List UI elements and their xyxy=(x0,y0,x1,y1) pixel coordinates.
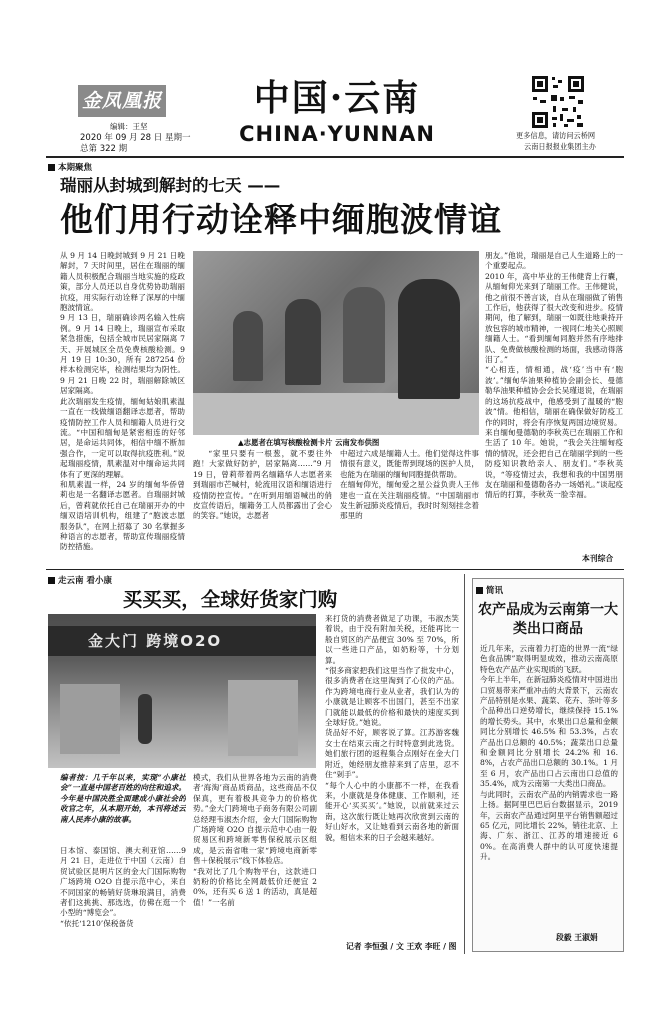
feature-photo-caption: ▲志愿者在填写核酸检测卡片 云南发布供图 xyxy=(238,438,380,447)
qr-caption-2: 云南日报报业集团主办 xyxy=(524,142,596,151)
brief-credit: 段毅 王淑娟 xyxy=(556,933,598,942)
brief-body: 近几年来，云南着力打造的世界一流“绿色食品牌”取得明显成效，推动云南高原特色农产品产业实现质的飞跃。 今年上半年，在新冠肺炎疫情对中国进出口贸易带来严重冲击的大背景下，云南农产品特别是水果、蔬菜、花卉、茶叶等多个品种出口逆势增长，继续保持 15.1% 的增长势头。其中，水果出口总量和金额同比分别增长 46.5% 和 53.3%，占农产品出口总额的 40.5%；蔬菜出口总量和金额同比分别增长 24.2% 和 16.8%，占农产品出口总额的 30.1%。1 月至 6 月，农产品出口占云南出口总值的 35.4%，成为云南第一大类出口商品。 与此同时，云南农产品的内销需求也一路上扬。据阿里巴巴后台数据显示，2019 年，云南农产品通过阿里平台销售额超过 65 亿元，同比增长 22%，销往北京、上海、广东、浙江、江苏的增速接近 60%。在高消费人群中的认可度快速提升。 xyxy=(480,644,618,862)
paper-name: 金凤凰报 xyxy=(81,90,162,112)
china-yunnan-logo: 中国·云南 xyxy=(253,77,421,119)
store-photo xyxy=(48,614,316,768)
masthead xyxy=(0,0,670,160)
editor-line: 编辑：王坚 xyxy=(110,122,148,131)
feature-column-3 xyxy=(340,449,479,563)
feature-col4-text: 朋友。”他说，瑞丽是自己人生道路上的一个重要起点。 2010 年，高中毕业的王伟健背上行囊，从缅甸仰光来到了瑞丽工作。王伟健说，他之前很不善言谈，自从在瑞丽做了销售工作后，他获得了很大改变和进步。疫情期间，他了解到，瑞丽一如既往地秉持开放包容的城市精神，一视同仁地关心照顾缅籍人士。“看到缅甸同胞并然有序地排队、免费做核酸检测的场面，我感动得落泪了。” “心相连，情相通，战‘疫’当中有‘胞波’。”缅甸华油果种植协会副会长、曼德勒华油果种植协会会长吴瑾退说，在瑞丽的这场抗疫战中，他感受到了温暖的“胞波”情。他相信，瑞丽在确保做好防疫工作的同时，将会有序恢复两国边境贸易。 来自缅甸曼德勒的李秋英已在瑞丽工作和生活了 10 年。她说，“我会关注缅甸疫情的情况，还会把自己在瑞丽学到的一些防疫知识教给亲人、朋友们。”李秋英说，“等疫情过去，我想和我的中国男朋友在瑞丽和曼德勒各办一场婚礼。”谈起疫情后的打算，李秋英一脸幸福。 xyxy=(485,251,623,500)
feature-divider xyxy=(46,569,624,570)
feature-column-2 xyxy=(193,449,332,563)
shopping-col3-text: 来打货的消费者做足了功课，韦淑杰笑着说，由于没有附加关税，还能再比一般自贸区的产品便宜 30% 至 70%，所以一些进口产品，如奶粉等，十分划算。 “很多商家把我们这里当作了批发中心，很多消费者在这里淘到了心仪的产品。作为跨境电商行业从业者，我们认为的小康就是让顾客不出国门，甚至不出家门就能以最低的价格和最快的速度买到全球好货。”她说。 货品好不好，顾客说了算。江苏游客魏女士在结束云南之行时特意到此选货。她们旅行团的返程集合点刚好在金大门附近，她经朋友推荐来到了店里，忍不住“剁手”。 “每个人心中的小康都不一样，在我看来，小康就是身体健康、工作顺利，还能开心‘买买买’。”她说，以前就来过云南，这次旅行既让她再次欣赏到云南的好山好水，又让她看到云南各地的新面貌，相信未来的日子会越来越好。 xyxy=(325,614,459,842)
shopping-editor-note: 编者按：几千年以来，实现“小康社会”一直是中国老百姓的向往和追求。今年是中国决胜全面建成小康社会的收官之年，从本期开始，本刊将述云南人民奔小康的故事。 xyxy=(60,773,186,824)
feature-kicker: 瑞丽从封城到解封的七天 —— xyxy=(60,176,281,195)
china-yunnan-logo-en: CHINA·YUNNAN xyxy=(239,122,435,146)
feature-photo xyxy=(193,251,479,435)
shopping-col2-text: 模式，我们从世界各地为云南的消费者‘海淘’商品质商品，这些商品不仅保真，更有着极具竞争力的价格优势。”金大门跨境电子商务有限公司副总经理韦淑杰介绍，金大门国际购物广场跨境 O2O 自提示范中心由一般贸易区和跨境新零售保税展示区组成，是云南省唯一家“跨境电商新零售＋保税展示”线下体验店。 “我对比了几个购物平台，这款进口奶粉的价格比全网最低价还便宜 20%，还有买 6 送 1 的活动，真是超值！”一名前 xyxy=(193,773,317,907)
shopping-headline: 买买买，全球好货家门购 xyxy=(122,588,338,611)
brief-body-wrap xyxy=(480,644,618,928)
shopping-column-2 xyxy=(193,773,317,951)
shopping-column-1 xyxy=(60,846,186,951)
store-sign: 金大门 跨境O2O xyxy=(88,632,223,650)
section-label-brief: 简讯 xyxy=(476,584,503,596)
brief-headline: 农产品成为云南第一大类出口商品 xyxy=(478,602,618,637)
feature-col3-text: 中超过六成是缅籍人士。他们觉得这件事情很有意义，既能帮到现场的医护人员，也能为在瑞丽的缅甸同胞提供帮助。 在缅甸仰光，缅甸爱之星公益负责人王伟建也一直在关注瑞丽疫情。“中国瑞丽市发生新冠肺炎疫情后，我时时刻刻挂念着那里的 xyxy=(340,449,479,521)
feature-column-1 xyxy=(60,251,185,563)
shopping-column-3 xyxy=(325,614,459,938)
feature-column-4 xyxy=(485,251,623,551)
section-label-focus: 本期聚焦 xyxy=(48,161,92,173)
masthead-divider xyxy=(46,156,624,158)
shopping-col1-text: 日本馆、泰国馆、澳大利亚馆……9 月 21 日，走进位于中国（云南）自贸试验区昆明片区的金大门国际购物广场跨境 O2O 自提示范中心，来自不同国家的畅销好货琳琅满目，消费者们这挑挑、那选选，仿佛在逛一个小型的“博览会”。 “依托‘1210’保税备货 xyxy=(60,846,186,928)
section-label-xiaokang: 走云南 看小康 xyxy=(48,574,112,586)
qr-code[interactable] xyxy=(529,73,587,131)
feature-col1-text: 从 9 月 14 日晚封城到 9 月 21 日晚解封，7 天时间里，居住在瑞丽的缅籍人员积极配合瑞丽当地实施的疫政策，部分人员还以自身优势协助瑞丽抗疫，用实际行动诠释了深厚的中缅胞波情谊。 9 月 13 日，瑞丽确诊两名输入性病例。9 月 14 日晚上，瑞丽宣布采取紧急措施，包括全城市民居家隔离 7 天、开展城区全员免费核酸检测。9 月 19 日 10:30，所有 287254 份样本检测完毕，检测结果均为阴性。9 月 21 日晚 22 时，瑞丽解除城区居家隔离。 此次瑞丽发生疫情，缅甸姑娘肌素温一直在一线做缅语翻译志愿者，帮助疫情防控工作人员和缅籍人员进行交流。“中国和缅甸是紧密相连的好邻居，是命运共同体，相信中缅不断加强合作，一定可以取得抗疫胜利。”说起瑞丽疫情，肌素温对中缅命运共同体有了更深的理解。 和肌素温一样，24 岁的缅甸华侨曾莉也是一名翻译志愿者。自瑞丽封城后，曾莉就依托自己在瑞丽开办的中缅双语培训机构，组建了“胞波志愿服务队”，在网上招募了 30 名掌握多种语言的志愿者，帮助宣传瑞丽疫情防控措施。 xyxy=(60,251,185,552)
qr-caption-1: 更多信息，请访问云桥网 xyxy=(516,131,596,140)
brief-divider xyxy=(464,574,465,954)
feature-credit: 本刊综合 xyxy=(582,554,614,563)
shopping-credit: 记者 李恒强 / 文 王欢 李旺 / 图 xyxy=(346,942,457,951)
date-line: 2020 年 09 月 28 日 星期一 xyxy=(80,133,191,143)
feature-col2-text: “家里只要有一根葱，就不要往外跑！大家做好防护，居家隔离……”9 月 19 日，曾莉带着两名缅籍华人志愿者来到瑞丽市芒喊村，轮流用汉语和缅语进行疫情防控宣传。“在听到用缅语喊出的俏皮宣传语后，缅籍务工人员都露出了会心的笑容。”她说，志愿者 xyxy=(193,449,332,521)
issue-number: 总第 322 期 xyxy=(80,144,128,154)
feature-headline: 他们用行动诠释中缅胞波情谊 xyxy=(60,200,502,239)
